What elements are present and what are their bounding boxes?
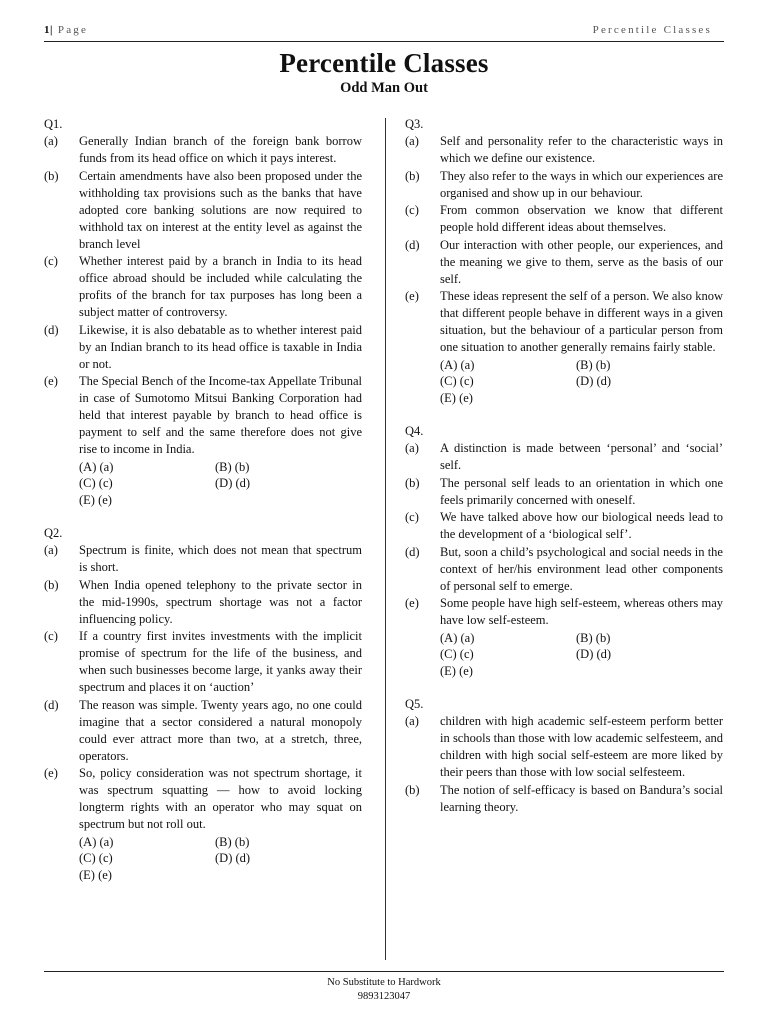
answer-choices xyxy=(440,357,723,407)
option-label: (a) xyxy=(44,543,58,557)
page-label: Page xyxy=(57,24,89,36)
header-brand: Percentile Classes xyxy=(592,24,712,36)
answer-choice-d: (D) (d) xyxy=(215,476,251,490)
answer-choice-c: (C) (c) xyxy=(79,476,113,490)
answer-choices xyxy=(79,834,362,884)
answer-choice-d: (D) (d) xyxy=(576,374,612,388)
page-footer xyxy=(0,976,768,1004)
option-label: (e) xyxy=(405,596,419,610)
answer-choice-b: (B) (b) xyxy=(215,834,250,849)
option-label: (b) xyxy=(405,782,420,797)
option-row xyxy=(405,133,723,167)
option-label: (a) xyxy=(405,714,419,728)
option-row xyxy=(44,628,362,696)
option-label: (e) xyxy=(44,374,58,388)
option-row xyxy=(405,237,723,288)
option-text: The reason was simple. Twenty years ago, no one could imagine that a sector considered a natural monopoly could ever attract more than two, at a stretch, three, operators. xyxy=(79,697,362,763)
answer-choice-c: (C) (c) xyxy=(440,647,474,661)
option-label: (a) xyxy=(405,441,419,455)
option-label: (c) xyxy=(405,203,419,217)
option-row xyxy=(405,782,723,816)
question-number: Q3. xyxy=(405,117,424,131)
option-row xyxy=(405,440,723,474)
answer-choice-d: (D) (d) xyxy=(215,851,251,865)
column-divider xyxy=(385,118,386,960)
option-row xyxy=(405,713,723,781)
option-row xyxy=(405,202,723,236)
answer-choice-a: (A) (a) xyxy=(79,834,114,849)
answer-choice-d: (D) (d) xyxy=(576,647,612,661)
option-label: (b) xyxy=(44,168,59,183)
question-number: Q4. xyxy=(405,424,424,438)
answer-choice-b: (B) (b) xyxy=(576,630,611,645)
option-text: The personal self leads to an orientation in which one feels primarily concerned with oneself. xyxy=(440,475,723,507)
option-text: From common observation we know that different people hold different ideas about themselves. xyxy=(440,203,723,234)
option-row xyxy=(405,168,723,202)
answer-choices xyxy=(440,630,723,680)
option-text: So, policy consideration was not spectrum shortage, it was spectrum squatting — how to avoid locking longterm rights with an operator who may squat on spectrum but not roll out. xyxy=(79,766,362,831)
option-label: (b) xyxy=(405,168,420,183)
answer-choice-c: (C) (c) xyxy=(440,374,474,388)
document-title: Percentile Classes xyxy=(279,48,489,78)
option-row xyxy=(44,322,362,373)
header-divider xyxy=(44,41,724,42)
right-column xyxy=(405,116,723,833)
page-header xyxy=(44,20,712,40)
option-text: The notion of self-efficacy is based on Bandura’s social learning theory. xyxy=(440,782,723,814)
option-text: Some people have high self-esteem, whereas others may have low self-esteem. xyxy=(440,596,723,627)
page-number: 1 xyxy=(44,24,50,36)
question-block xyxy=(405,696,723,816)
option-row xyxy=(44,697,362,765)
answer-choice-b: (B) (b) xyxy=(215,459,250,474)
answer-choice-a: (A) (a) xyxy=(440,357,475,372)
option-text: They also refer to the ways in which our experiences are organised and show up in our behaviour. xyxy=(440,168,723,200)
option-label: (e) xyxy=(405,289,419,303)
answer-choice-e: (E) (e) xyxy=(440,663,473,678)
option-label: (d) xyxy=(405,544,420,559)
option-label: (a) xyxy=(44,134,58,148)
option-text: A distinction is made between ‘personal’ and ‘social’ self. xyxy=(440,441,723,472)
option-text: Generally Indian branch of the foreign bank borrow funds from its head office on which it pays interest. xyxy=(79,134,362,165)
answer-choice-e: (E) (e) xyxy=(79,867,112,882)
option-row xyxy=(44,542,362,576)
question-block xyxy=(44,525,362,883)
question-block xyxy=(44,116,362,508)
option-text: The Special Bench of the Income-tax Appellate Tribunal in case of Sumotomo Mitsui Banking Corporation had held that interest payable by branch to head office is payment to self and the same therefore does not give rise to income in India. xyxy=(79,374,362,456)
footer-phone: 9893123047 xyxy=(357,991,411,1002)
left-column xyxy=(44,116,362,900)
option-label: (c) xyxy=(44,629,58,643)
answer-choice-a: (A) (a) xyxy=(79,459,114,474)
option-label: (d) xyxy=(44,697,59,712)
option-label: (d) xyxy=(44,322,59,337)
answer-choice-a: (A) (a) xyxy=(440,630,475,645)
footer-tagline: No Substitute to Hardwork xyxy=(327,977,441,988)
option-row xyxy=(44,373,362,458)
option-text: These ideas represent the self of a person. We also know that different people behave in different ways in a given situation, but the behaviour of a particular person from one situation to another generally remains fairly stable. xyxy=(440,289,723,354)
option-text: children with high academic self-esteem perform better in schools than those with low academic selfesteem, and children with high social self-esteem are more liked by their peers than those with low social selfesteem. xyxy=(440,714,723,779)
answer-choices xyxy=(79,459,362,509)
option-row xyxy=(44,577,362,628)
option-label: (c) xyxy=(405,510,419,524)
option-row xyxy=(44,168,362,253)
question-number: Q2. xyxy=(44,526,63,540)
option-row xyxy=(405,288,723,356)
answer-choice-c: (C) (c) xyxy=(79,851,113,865)
answer-choice-e: (E) (e) xyxy=(79,492,112,507)
question-block xyxy=(405,423,723,679)
option-text: Spectrum is finite, which does not mean that spectrum is short. xyxy=(79,543,362,574)
option-text: Whether interest paid by a branch in India to its head office abroad should be included while calculating the profits of the branch for tax purposes has long been a subject matter of controversy. xyxy=(79,254,362,319)
footer-divider xyxy=(44,971,724,972)
question-block xyxy=(405,116,723,406)
option-row xyxy=(44,133,362,167)
option-row xyxy=(405,509,723,543)
option-text: Our interaction with other people, our experiences, and the meaning we give to them, serve as the basis of our self. xyxy=(440,237,723,286)
option-row xyxy=(405,544,723,595)
option-label: (b) xyxy=(405,475,420,490)
page-indicator: 1| Page xyxy=(44,24,89,36)
question-number: Q5. xyxy=(405,697,424,711)
option-text: Self and personality refer to the characteristic ways in which we define our existence. xyxy=(440,134,723,165)
option-label: (d) xyxy=(405,237,420,252)
option-label: (e) xyxy=(44,766,58,780)
option-text: We have talked above how our biological needs lead to the development of a ‘biological self’. xyxy=(440,510,723,541)
option-row xyxy=(405,475,723,509)
option-text: Likewise, it is also debatable as to whether interest paid by an Indian branch to its head office is taxable in India or not. xyxy=(79,322,362,371)
answer-choice-e: (E) (e) xyxy=(440,390,473,405)
option-label: (c) xyxy=(44,254,58,268)
option-label: (b) xyxy=(44,577,59,592)
option-row xyxy=(405,595,723,629)
option-text: If a country first invites investments with the implicit promise of spectrum for the life of the business, and when such businesses become large, it yanks away their spectrum and places it on ‘auction’ xyxy=(79,629,362,694)
option-row xyxy=(44,253,362,321)
question-number: Q1. xyxy=(44,117,63,131)
option-row xyxy=(44,765,362,833)
document-subtitle: Odd Man Out xyxy=(340,80,428,96)
answer-choice-b: (B) (b) xyxy=(576,357,611,372)
option-text: When India opened telephony to the private sector in the mid-1990s, spectrum shortage was not a factor influencing policy. xyxy=(79,577,362,626)
option-label: (a) xyxy=(405,134,419,148)
option-text: Certain amendments have also been proposed under the withholding tax provisions such as the banks that have adopted core banking solutions are now required to withhold tax on interest at the entity level as against the branch level xyxy=(79,168,362,251)
option-text: But, soon a child’s psychological and social needs in the context of her/his environment lead other components of personal self to emerge. xyxy=(440,544,723,593)
